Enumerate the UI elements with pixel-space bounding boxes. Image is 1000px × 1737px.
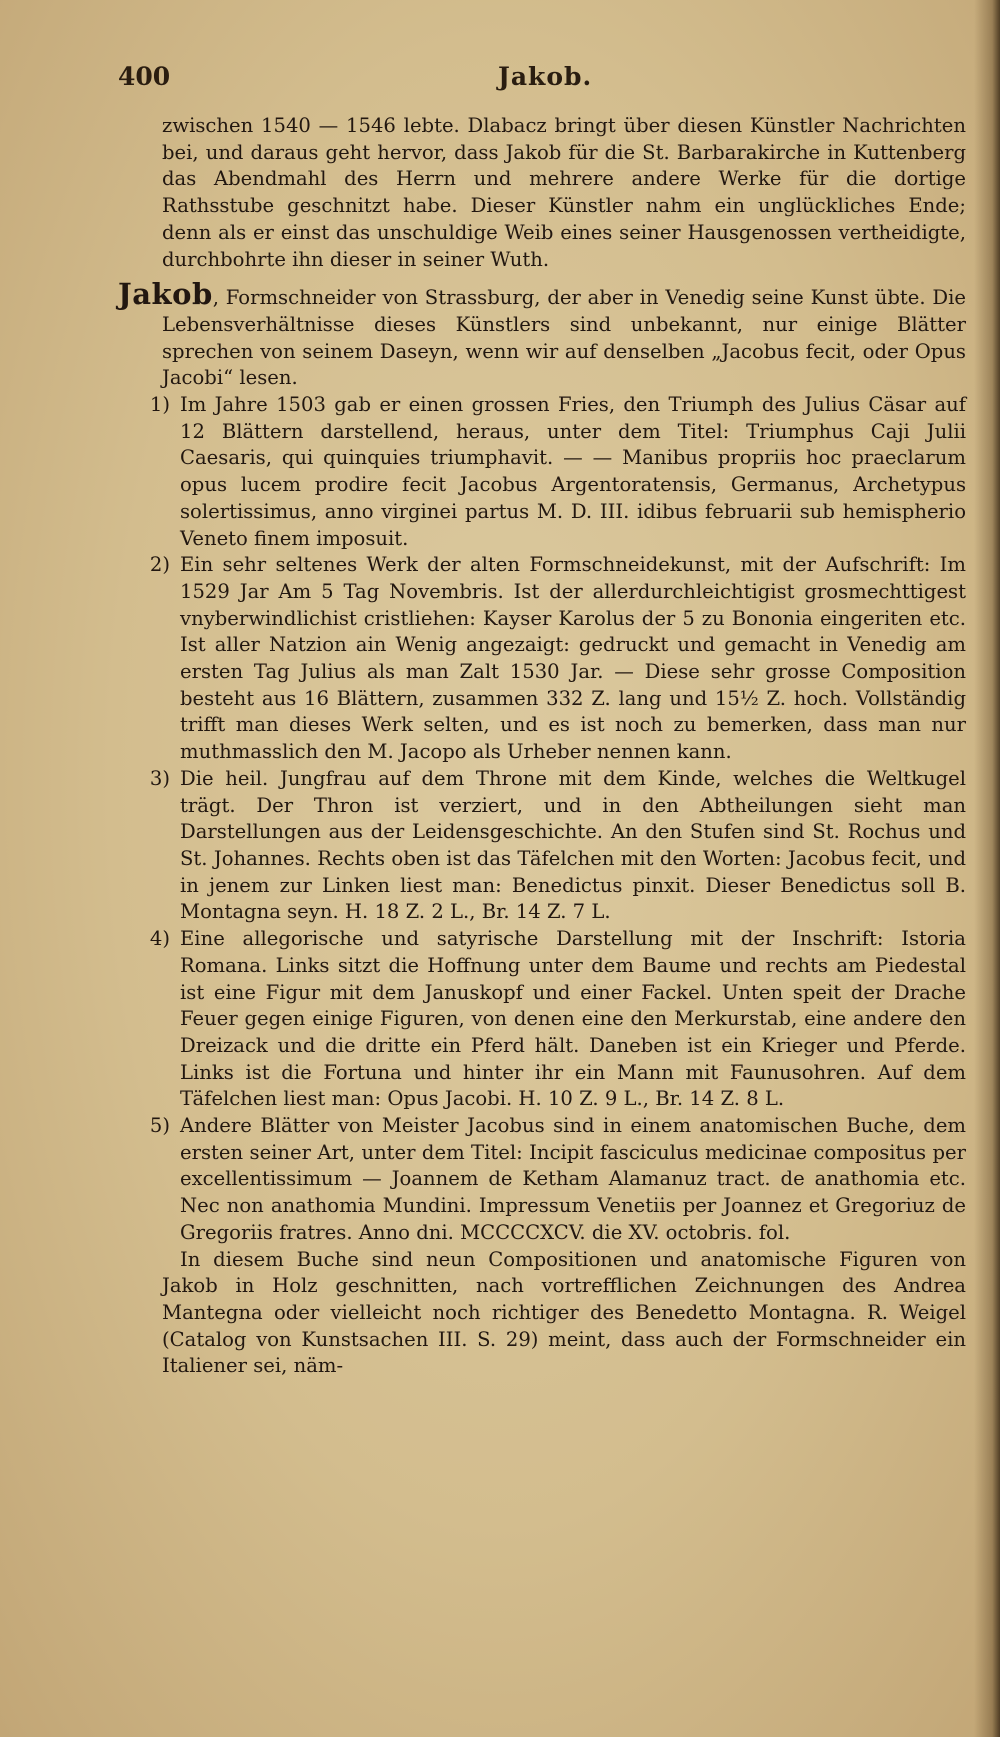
entry-headword: Jakob [118,277,213,312]
item-number: 4) [149,927,170,951]
continuation-paragraph: zwischen 1540 — 1546 lebte. Dlabacz bringt über diesen Künstler Nachrichten bei, und daraus geht hervor, dass Jakob für die St. Barbarakirche in Kuttenberg das Abendmahl des Herrn und mehrere andere Werke für die dortige Rathsstube geschnitzt habe. Dieser Künstler nahm ein unglückliches Ende; denn als er einst das unschuldige Weib eines seiner Hausgenossen vertheidigte, durchbohrte ihn dieser in seiner Wuth. [162,114,966,271]
running-head: Jakob. [498,62,593,91]
page-number: 400 [118,62,171,91]
item-text: Ein sehr seltenes Werk der alten Formschneidekunst, mit der Aufschrift: Im 1529 Jar Am 5 Tag Novembris. Ist der allerdurchleichtigist grosmechttigest vnyberwindlichist cristliehen: Kayser Karolus der 5 zu Bononia eingeriten etc. Ist aller Natzion ain Wenig angezaigt: gedruckt und gemacht in Venedig am ersten Tag Julius als man Zalt 1530 Jar. — Diese sehr grosse Composition besteht aus 16 Blättern, zusammen 332 Z. lang und 15½ Z. hoch. Vollständig trifft man dieses Werk selten, und es ist noch zu bemerken, dass man nur muthmasslich den M. Jacopo als Urheber nennen kann. [180,553,966,764]
closing-paragraph: In diesem Buche sind neun Compositionen und anatomische Figuren von Jakob in Holz geschnitten, nach vortrefflichen Zeichnungen des Andrea Mantegna oder vielleicht noch richtiger des Benedetto Montagna. R. Weigel (Catalog von Kunstsachen III. S. 29) meint, dass auch der Formschneider ein Italiener sei, näm- [162,1247,966,1378]
list-item [118,926,966,1113]
page-header [118,62,978,102]
list-item [118,1113,966,1247]
item-text: Eine allegorische und satyrische Darstellung mit der Inschrift: Istoria Romana. Links sitzt die Hoffnung unter dem Baume und rechts am Piedestal ist eine Figur mit dem Januskopf und einer Fackel. Unten speit der Drache Feuer gegen einige Figuren, von denen eine den Merkurstab, eine andere den Dreizack und die dritte ein Pferd hält. Daneben ist ein Krieger und Pferde. Links ist die Fortuna und hinter ihr ein Mann mit Faunusohren. Auf dem Täfelchen liest man: Opus Jacobi. H. 10 Z. 9 L., Br. 14 Z. 8 L. [180,927,966,1111]
item-number: 1) [149,393,170,417]
page-edge-shadow [974,0,1000,1737]
list-item [118,766,966,926]
list-item [118,552,966,766]
dictionary-entry [118,277,966,392]
item-number: 5) [149,1114,170,1138]
item-text: Andere Blätter von Meister Jacobus sind in einem anatomischen Buche, dem ersten seiner Art, unter dem Titel: Incipit fasciculus medicinae compositus per excellentissimum — Joannem de Ketham Alamanuz tract. de anathomia etc. Nec non anathomia Mundini. Impressum Venetiis per Joannez et Gregoriuz de Gregoriis fratres. Anno dni. MCCCCXCV. die XV. octobris. fol. [180,1114,966,1244]
entry-intro: , Formschneider von Strassburg, der aber in Venedig seine Kunst übte. Die Lebensverhältnisse dieses Künstlers sind unbekannt, nur einige Blätter sprechen von seinem Daseyn, wenn wir auf denselben „Jacobus fecit, oder Opus Jacobi“ lesen. [162,286,966,390]
item-text: Im Jahre 1503 gab er einen grossen Fries, den Triumph des Julius Cäsar auf 12 Blättern darstellend, heraus, unter dem Titel: Triumphus Caji Julii Caesaris, qui quinquies triumphavit. — — Manibus propriis hoc praeclarum opus lucem prodire fecit Jacobus Argentoratensis, Germanus, Archetypus solertissimus, anno virginei partus M. D. III. idibus februarii sub hemispherio Veneto finem imposuit. [180,393,966,550]
page-text [118,113,966,1380]
list-item [118,392,966,552]
item-number: 3) [149,766,170,790]
item-text: Die heil. Jungfrau auf dem Throne mit dem Kinde, welches die Weltkugel trägt. Der Thron ist verziert, und in den Abtheilungen sieht man Darstellungen aus der Leidensgeschichte. An den Stufen sind St. Rochus und St. Johannes. Rechts oben ist das Täfelchen mit den Worten: Jacobus fecit, und in jenem zur Linken liest man: Benedictus pinxit. Dieser Benedictus soll B. Montagna seyn. H. 18 Z. 2 L., Br. 14 Z. 7 L. [180,766,966,924]
item-number: 2) [149,553,170,577]
